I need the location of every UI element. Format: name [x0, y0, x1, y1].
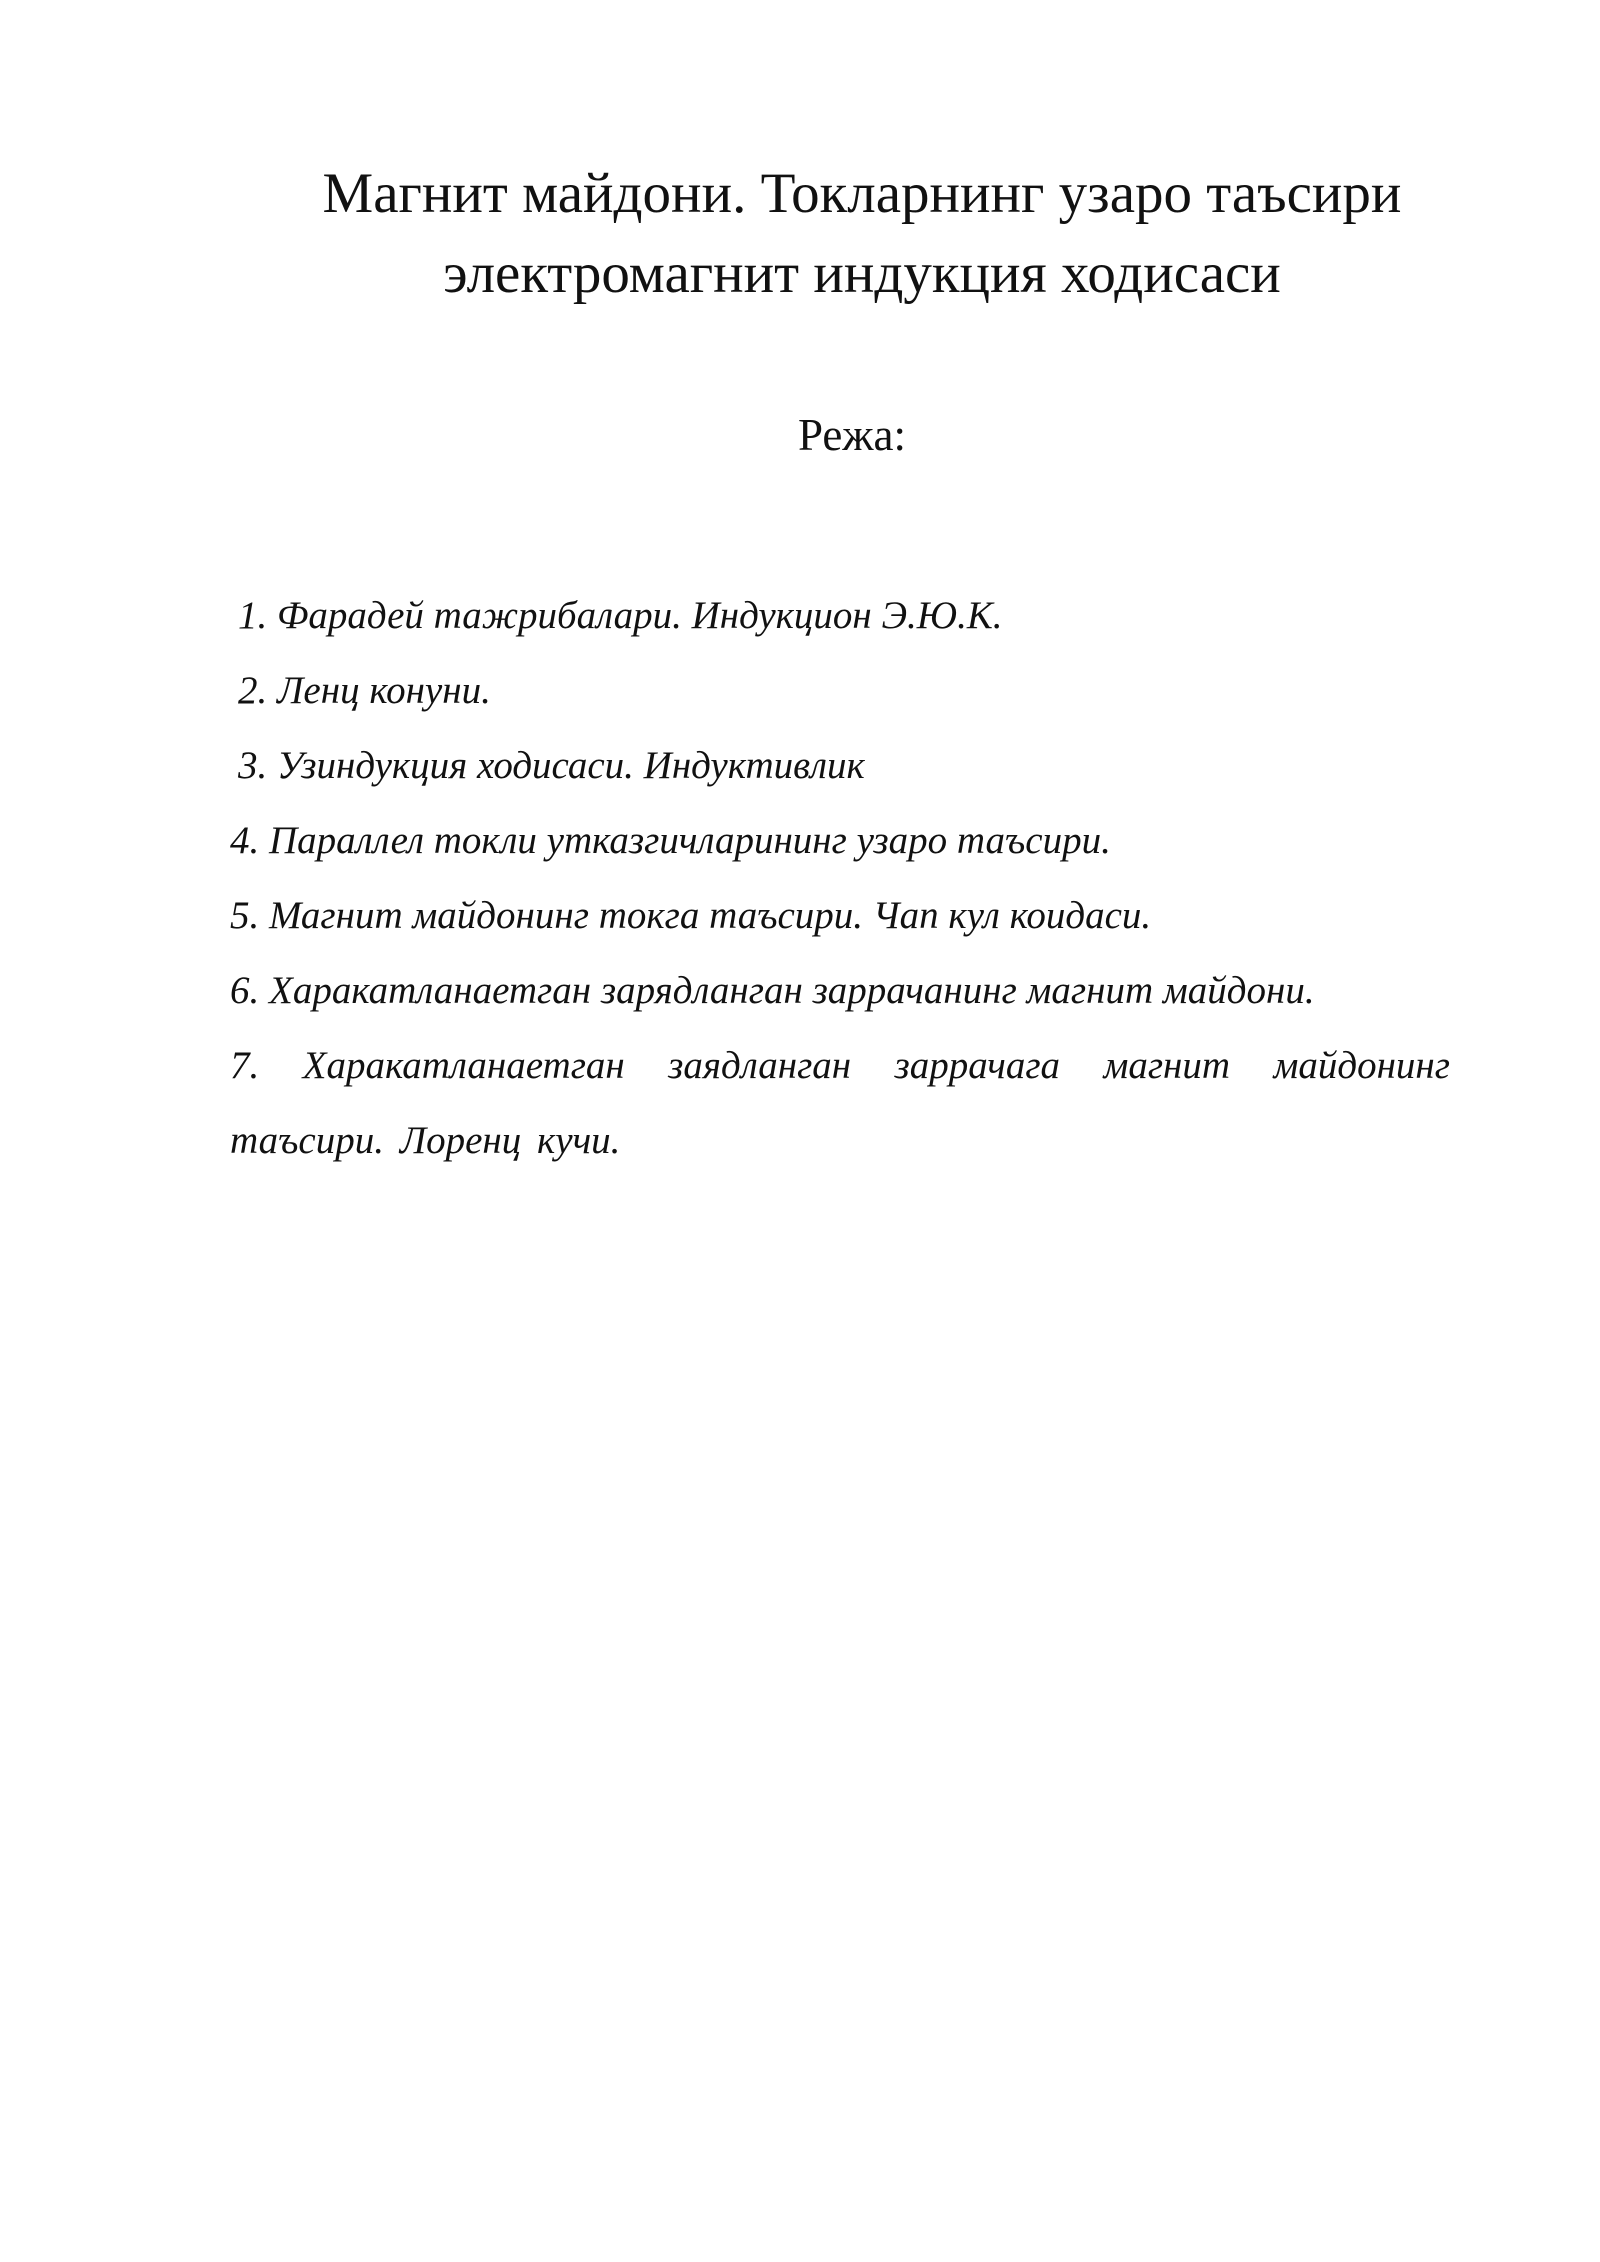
plan-item-3: 3. Узиндукция ходисаси. Индуктивлик: [238, 744, 865, 787]
plan-list: [230, 578, 1450, 1178]
plan-item-5: 5. Магнит майдонинг токга таъсири. Чап кул коидаси.: [230, 894, 1152, 937]
plan-item-2: 2. Ленц конуни.: [238, 669, 491, 712]
document-title: [262, 154, 1462, 314]
plan-item-4: 4. Параллел токли утказгичларининг узаро таъсири.: [230, 819, 1111, 862]
plan-item-7: 7. Харакатланаетган заядланган заррачага магнит майдонинг таъсири. Лоренц кучи.: [230, 1044, 1450, 1162]
plan-item-6: 6. Харакатланаетган зарядланган заррачанинг магнит майдони.: [230, 969, 1315, 1012]
title-line-1: Магнит майдони. Токларнинг узаро таъсири: [322, 162, 1402, 225]
plan-item-1: 1. Фарадей тажрибалари. Индукцион Э.Ю.К.: [238, 594, 1003, 637]
title-line-2: электромагнит индукция ходисаси: [443, 242, 1281, 305]
plan-heading: Режа:: [798, 410, 906, 460]
